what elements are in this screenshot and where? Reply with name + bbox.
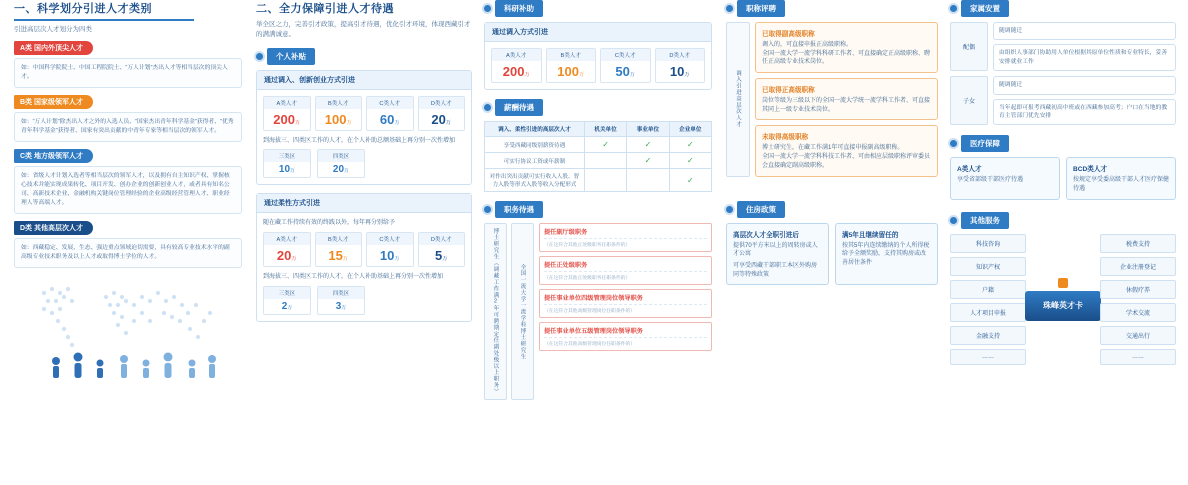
- talent-label: B类人才: [316, 97, 362, 109]
- zone-unit: 万: [344, 168, 350, 175]
- medical-card: [950, 157, 1060, 199]
- position-note: （在这符合其他高级管理岗位任职条件的）: [544, 337, 707, 347]
- service-item: 金融支持: [950, 326, 1026, 345]
- side-label-doctor: 博士研究生（调藏工作满2年可聘期定任副处级以上职务）: [484, 223, 507, 400]
- talent-card: [491, 48, 542, 83]
- family-item: 当年起即可报考西藏初高中班或在西藏参加高考；户口在当地的教育主管部门优先安排: [993, 99, 1176, 126]
- talent-card: [546, 48, 597, 83]
- talent-label: B类人才: [316, 233, 362, 245]
- zone-value: [264, 299, 310, 314]
- housing-label: 住房政策: [737, 201, 785, 218]
- star-icon: [1058, 278, 1068, 288]
- title-review-block: [755, 78, 938, 120]
- talent-number: 15: [328, 247, 343, 263]
- row-item: 对作出突出贡献可实行收入人股、智力入股等形式入股等收入分配形式: [485, 169, 585, 192]
- mark-institution: ✓: [627, 153, 669, 169]
- salary-table: [484, 121, 712, 192]
- talent-number: 50: [615, 64, 630, 79]
- talent-number: 100: [324, 111, 347, 127]
- zone-number: 10: [278, 164, 291, 176]
- talent-label: D类人才: [419, 97, 465, 109]
- talent-value: [601, 61, 650, 82]
- others-left-list: [950, 234, 1026, 365]
- section2-subtitle: 举全区之力，完善引才政策，提高引才待遇，优化引才环境，体现西藏引才的满满诚意。: [256, 21, 471, 38]
- talent-number: 20: [276, 247, 292, 263]
- zone-unit: 万: [341, 304, 347, 311]
- talent-card: [600, 48, 651, 83]
- talent-number: 20: [431, 111, 446, 127]
- title-review-blocks: [755, 22, 938, 177]
- column-personal-subsidy: [256, 0, 472, 322]
- category-c-tag: C类 地方级领军人才: [14, 149, 93, 163]
- talent-card: [263, 96, 311, 131]
- service-item: 税费支持: [1100, 234, 1176, 253]
- talent-unit: 万: [579, 72, 585, 78]
- talent-label: A类人才: [264, 97, 310, 109]
- family-row-spouse: [950, 22, 1176, 71]
- zone-label: 四类区: [318, 287, 364, 299]
- block-title: 满5年且继续留任的: [842, 231, 899, 239]
- section1-title: 一、科学划分引进人才类别: [14, 3, 152, 15]
- service-item: 企业注册登记: [1100, 257, 1176, 276]
- family-row-children: [950, 76, 1176, 125]
- service-item: 学术交流: [1100, 303, 1176, 322]
- talent-card: [655, 48, 706, 83]
- talent-number: 60: [379, 111, 395, 127]
- mark-gov: [584, 169, 626, 192]
- title-underline: [14, 19, 194, 21]
- personal-intro-box: [256, 70, 472, 186]
- category-c: [14, 149, 242, 214]
- title-review-block: [755, 22, 938, 73]
- talent-label: D类人才: [656, 49, 705, 61]
- zone-value: [264, 162, 310, 177]
- zone-label: 四类区: [318, 150, 364, 162]
- position-title: 提任副厅级职务: [544, 229, 588, 236]
- zone-label: 三类区: [264, 287, 310, 299]
- talent-label: C类人才: [601, 49, 650, 61]
- bullet-icon: [256, 53, 263, 60]
- others-label: 其他服务: [961, 212, 1009, 229]
- others-body: [950, 234, 1176, 365]
- talent-unit: 万: [346, 119, 352, 126]
- talent-card: [418, 96, 466, 131]
- category-b-tag: B类 国家级领军人才: [14, 95, 93, 109]
- research-sub: 通过调入方式引进: [485, 23, 711, 42]
- talent-card: [315, 232, 363, 267]
- category-d-tag: D类 其他高层次人才: [14, 221, 93, 235]
- talent-number: 10: [669, 64, 685, 79]
- col-enterprise: 企业单位: [669, 122, 711, 137]
- block-item: 提供70平方米以上的周转房或人才公寓: [733, 242, 818, 258]
- position-side-labels: [484, 223, 534, 400]
- bullet-icon: [950, 5, 957, 12]
- category-c-box: [14, 166, 242, 214]
- service-item: ……: [1100, 349, 1176, 365]
- family-item: 随调随迁: [993, 76, 1176, 94]
- family-spouse-items: [993, 22, 1176, 71]
- research-box: [484, 22, 712, 90]
- talent-number: 10: [379, 247, 395, 263]
- category-b-body: 如：“万人计划”除杰出人才之外的入选人员、“国家杰出青年科学基金”获得者、“优秀青年科学基金”获得者、国家有突出贡献的中青年专家等相当层次的领军人才。: [21, 118, 234, 134]
- zone-number: 2: [281, 300, 288, 312]
- world-map-illustration: [14, 275, 229, 380]
- zone-unit: 万: [290, 168, 296, 175]
- talent-unit: 万: [394, 255, 400, 262]
- talent-card: [315, 96, 363, 131]
- personal-zone-note: 到海拔三、四类区工作的人才，在个人补助总额基础上再分别一次性增加: [263, 137, 456, 144]
- block-item: 按其5年内连续缴纳的个人所得税给予全额奖励，支持其购房或改善居住条件: [842, 242, 930, 266]
- housing-block: [835, 223, 938, 286]
- medical-body: [950, 157, 1176, 199]
- zone-number: 3: [335, 300, 342, 312]
- personal-zone-row: [263, 149, 465, 178]
- mark-gov: ✓: [584, 137, 626, 153]
- block-item: 全国一流大学一流学科科技工作者、可由相应层级职称评审委员会直接确定副高级职称。: [762, 154, 931, 169]
- service-item: ……: [950, 349, 1026, 365]
- talent-value: [656, 61, 705, 82]
- position-note: （在这符合其他正处级职务任职条件的）: [544, 238, 707, 248]
- col-institution: 事业单位: [627, 122, 669, 137]
- zone-value: [318, 162, 364, 177]
- title-review-block: [755, 125, 938, 176]
- zone-label: 三类区: [264, 150, 310, 162]
- family-item: 由组织人事部门协助用人单位根据其原单位性质和专业特长，妥善安排就业工作: [993, 44, 1176, 71]
- family-spouse-label: 配偶: [950, 22, 988, 71]
- others-right-list: [1100, 234, 1176, 365]
- family-label: 家属安置: [961, 0, 1009, 17]
- talent-value: [419, 245, 465, 266]
- talent-unit: 万: [524, 72, 530, 78]
- block-item: 岗位等级为三级以下的全国一流大学统一流学科工作者、可直接其同上一级专业技术岗位。: [762, 98, 931, 113]
- salary-header: [484, 99, 712, 116]
- category-a-tag: A类 国内外顶尖人才: [14, 41, 93, 55]
- bullet-icon: [484, 104, 491, 111]
- housing-block: [726, 223, 829, 286]
- column-title-review-housing: [726, 0, 938, 285]
- medical-card: [1066, 157, 1176, 199]
- category-a: [14, 41, 242, 88]
- talent-unit: 万: [295, 119, 301, 126]
- personal-intro-title: 通过调入、创新创业方式引进: [257, 71, 471, 90]
- talent-number: 5: [435, 247, 443, 263]
- bullet-icon: [484, 206, 491, 213]
- zone-card: [317, 149, 365, 178]
- position-title: 提任正处级职务: [544, 262, 588, 269]
- talent-unit: 万: [629, 72, 636, 78]
- talent-card: [418, 232, 466, 267]
- service-item: 科技咨询: [950, 234, 1026, 253]
- table-row: [485, 153, 712, 169]
- position-item: [539, 289, 712, 318]
- zone-card: [263, 286, 311, 315]
- position-header: [484, 201, 712, 218]
- service-item: 知识产权: [950, 257, 1026, 276]
- card-text: 享受省部级干部医疗待遇: [957, 177, 1024, 184]
- row-item: 享受西藏同级别薪资待遇: [485, 137, 585, 153]
- card-title: BCD类人才: [1073, 166, 1108, 174]
- block-item: 可享受西藏干部职工本区外购房同等特殊政策: [733, 262, 818, 278]
- mark-enterprise: ✓: [669, 153, 711, 169]
- mark-institution: [627, 169, 669, 192]
- flex-zone-note: 到海拔三、四类区工作的人才，在个人补助基础上再分别一次性增加: [263, 273, 444, 280]
- personal-subsidy-label: 个人补贴: [267, 48, 315, 65]
- zone-card: [317, 286, 365, 315]
- title-review-header: [726, 0, 938, 17]
- talent-number: 100: [557, 64, 579, 79]
- medical-header: [950, 135, 1176, 152]
- block-item: 全国一流大学一流学科科研工作者、可直接确定正高级职称、聘任正高级专业技术岗位。: [762, 50, 931, 66]
- position-item: [539, 256, 712, 285]
- position-items: [539, 223, 712, 400]
- block-title: 已取得副高级职称: [762, 31, 815, 38]
- family-header: [950, 0, 1176, 17]
- talent-label: B类人才: [547, 49, 596, 61]
- medical-label: 医疗保障: [961, 135, 1009, 152]
- research-label: 科研补助: [495, 0, 543, 17]
- personal-subsidy-header: [256, 48, 472, 65]
- talent-value: [492, 61, 541, 82]
- talent-unit: 万: [342, 255, 349, 262]
- personal-flex-title: 通过柔性方式引进: [257, 194, 471, 213]
- category-b: [14, 95, 242, 142]
- talent-unit: 万: [291, 255, 297, 262]
- mark-enterprise: ✓: [669, 137, 711, 153]
- card-title: A类人才: [957, 166, 982, 174]
- talent-label: A类人才: [492, 49, 541, 61]
- block-item: 调入的，可直接申报正高级职称。: [762, 42, 853, 48]
- personal-flex-box: [256, 193, 472, 321]
- talent-label: C类人才: [367, 97, 413, 109]
- family-children-items: [993, 76, 1176, 125]
- category-c-body: 如：省级人才计划入选者等相当层次的领军人才，以及拥有自主知识产权、掌握核心技术并能实现成果转化、项目开发、创办企业的创新创业人才，或者具有知名公司、高新技术企业、金融机构关键岗位管理经验的企业高级经营管理人才、职业经理人等高端人才。: [21, 172, 230, 206]
- talent-unit: 万: [442, 255, 448, 262]
- block-title: 已取得正高级职称: [762, 87, 815, 95]
- service-item: 人才项目申报: [950, 303, 1026, 322]
- personal-flex-intro: 随在藏工作持续有效的终践以外，每年再分别给予: [263, 220, 396, 227]
- research-talent-row: [491, 48, 705, 83]
- col-item: 调入、柔性引进的高层次人才: [485, 122, 585, 137]
- talent-number: 200: [273, 111, 295, 127]
- position-body: [484, 223, 712, 400]
- talent-value: [547, 61, 596, 82]
- service-item: 交通出行: [1100, 326, 1176, 345]
- position-title: 提任事业单位四级管理岗位领导职务: [544, 295, 643, 302]
- block-item: 博士研究生，在藏工作满1年可直接申报副高级职称。: [762, 145, 904, 152]
- side-label-top-university: 全国一流大学一流学科博士研究生: [511, 223, 534, 400]
- bullet-icon: [726, 5, 733, 12]
- talent-card: [366, 232, 414, 267]
- position-note: （在这符合其他高级管理岗位任职条件的）: [544, 304, 707, 314]
- talent-value: [316, 245, 362, 266]
- side-label-introduced-talent: 调入引进高层次人才: [726, 22, 750, 177]
- category-d-box: [14, 238, 242, 268]
- personal-talent-row: [263, 96, 465, 131]
- row-item: 可实行协议工资或年薪制: [485, 153, 585, 169]
- position-item: [539, 223, 712, 252]
- service-item: 户籍: [950, 280, 1026, 299]
- others-header: [950, 212, 1176, 229]
- salary-label: 薪酬待遇: [495, 99, 543, 116]
- zone-value: [318, 299, 364, 314]
- category-a-body: 如：中国科学院院士、中国工程院院士、“万人计划”杰出人才等相当层次的顶尖人才。: [21, 64, 228, 80]
- zone-card: [263, 149, 311, 178]
- talent-unit: 万: [445, 119, 452, 126]
- mark-enterprise: ✓: [669, 169, 711, 192]
- talent-value: [367, 109, 413, 130]
- position-title: 提任事业单位五级管理岗位领导职务: [544, 328, 643, 335]
- zone-number: 20: [332, 164, 345, 176]
- mark-gov: [584, 153, 626, 169]
- talent-value: [264, 245, 310, 266]
- housing-body: [726, 223, 938, 286]
- section1-subtitle: 引进高层次人才划分为四类: [14, 26, 92, 33]
- service-item: 休假疗养: [1100, 280, 1176, 299]
- family-children-label: 子女: [950, 76, 988, 125]
- column-family-medical-others: [950, 0, 1176, 365]
- mark-institution: ✓: [627, 137, 669, 153]
- world-map-svg: [14, 275, 229, 380]
- talent-label: C类人才: [367, 233, 413, 245]
- talent-number: 200: [502, 64, 525, 79]
- talent-label: D类人才: [419, 233, 465, 245]
- section2-title: 二、全力保障引进人才待遇: [256, 3, 394, 15]
- talent-unit: 万: [684, 72, 690, 78]
- card-text: 按规定享受委高级干部人才医疗保健待遇: [1073, 177, 1170, 193]
- position-item: [539, 322, 712, 351]
- category-d: [14, 221, 242, 268]
- table-header-row: [485, 122, 712, 137]
- table-row: [485, 137, 712, 153]
- housing-header: [726, 201, 938, 218]
- title-review-body: [726, 22, 938, 177]
- col-gov: 机关单位: [584, 122, 626, 137]
- zone-unit: 万: [287, 304, 293, 311]
- block-title: 高层次人才全职引进后: [733, 231, 799, 239]
- table-row: [485, 169, 712, 192]
- talent-value: [316, 109, 362, 130]
- talent-value: [419, 109, 465, 130]
- talent-value: [264, 109, 310, 130]
- bullet-icon: [950, 140, 957, 147]
- bullet-icon: [726, 206, 733, 213]
- block-title: 未取得高级职称: [762, 134, 809, 142]
- category-d-body: 如：西藏稳定、发展、生态、强边重点领域迫切需要，具有较高专业技术水平的副高级专业技术职务及以上人才或取得博士学位的人才。: [21, 244, 230, 260]
- position-label: 职务待遇: [495, 201, 543, 218]
- bullet-icon: [484, 5, 491, 12]
- talent-card: [263, 232, 311, 267]
- research-header: [484, 0, 712, 17]
- talent-unit: 万: [394, 119, 400, 126]
- talent-value: [367, 245, 413, 266]
- family-item: 随调随迁: [993, 22, 1176, 40]
- talent-card-chip: 珠峰英才卡: [1025, 291, 1101, 321]
- flex-talent-row: [263, 232, 465, 267]
- talent-card-center: [1031, 278, 1095, 321]
- category-b-box: [14, 112, 242, 142]
- position-note: （在这符合其他正处级职务任职条件的）: [544, 271, 707, 281]
- column-categories: [14, 0, 242, 380]
- category-a-box: [14, 58, 242, 88]
- flex-zone-row: [263, 286, 465, 315]
- talent-card: [366, 96, 414, 131]
- talent-label: A类人才: [264, 233, 310, 245]
- title-review-label: 职称评聘: [737, 0, 785, 17]
- bullet-icon: [950, 217, 957, 224]
- column-research-salary-position: [484, 0, 712, 400]
